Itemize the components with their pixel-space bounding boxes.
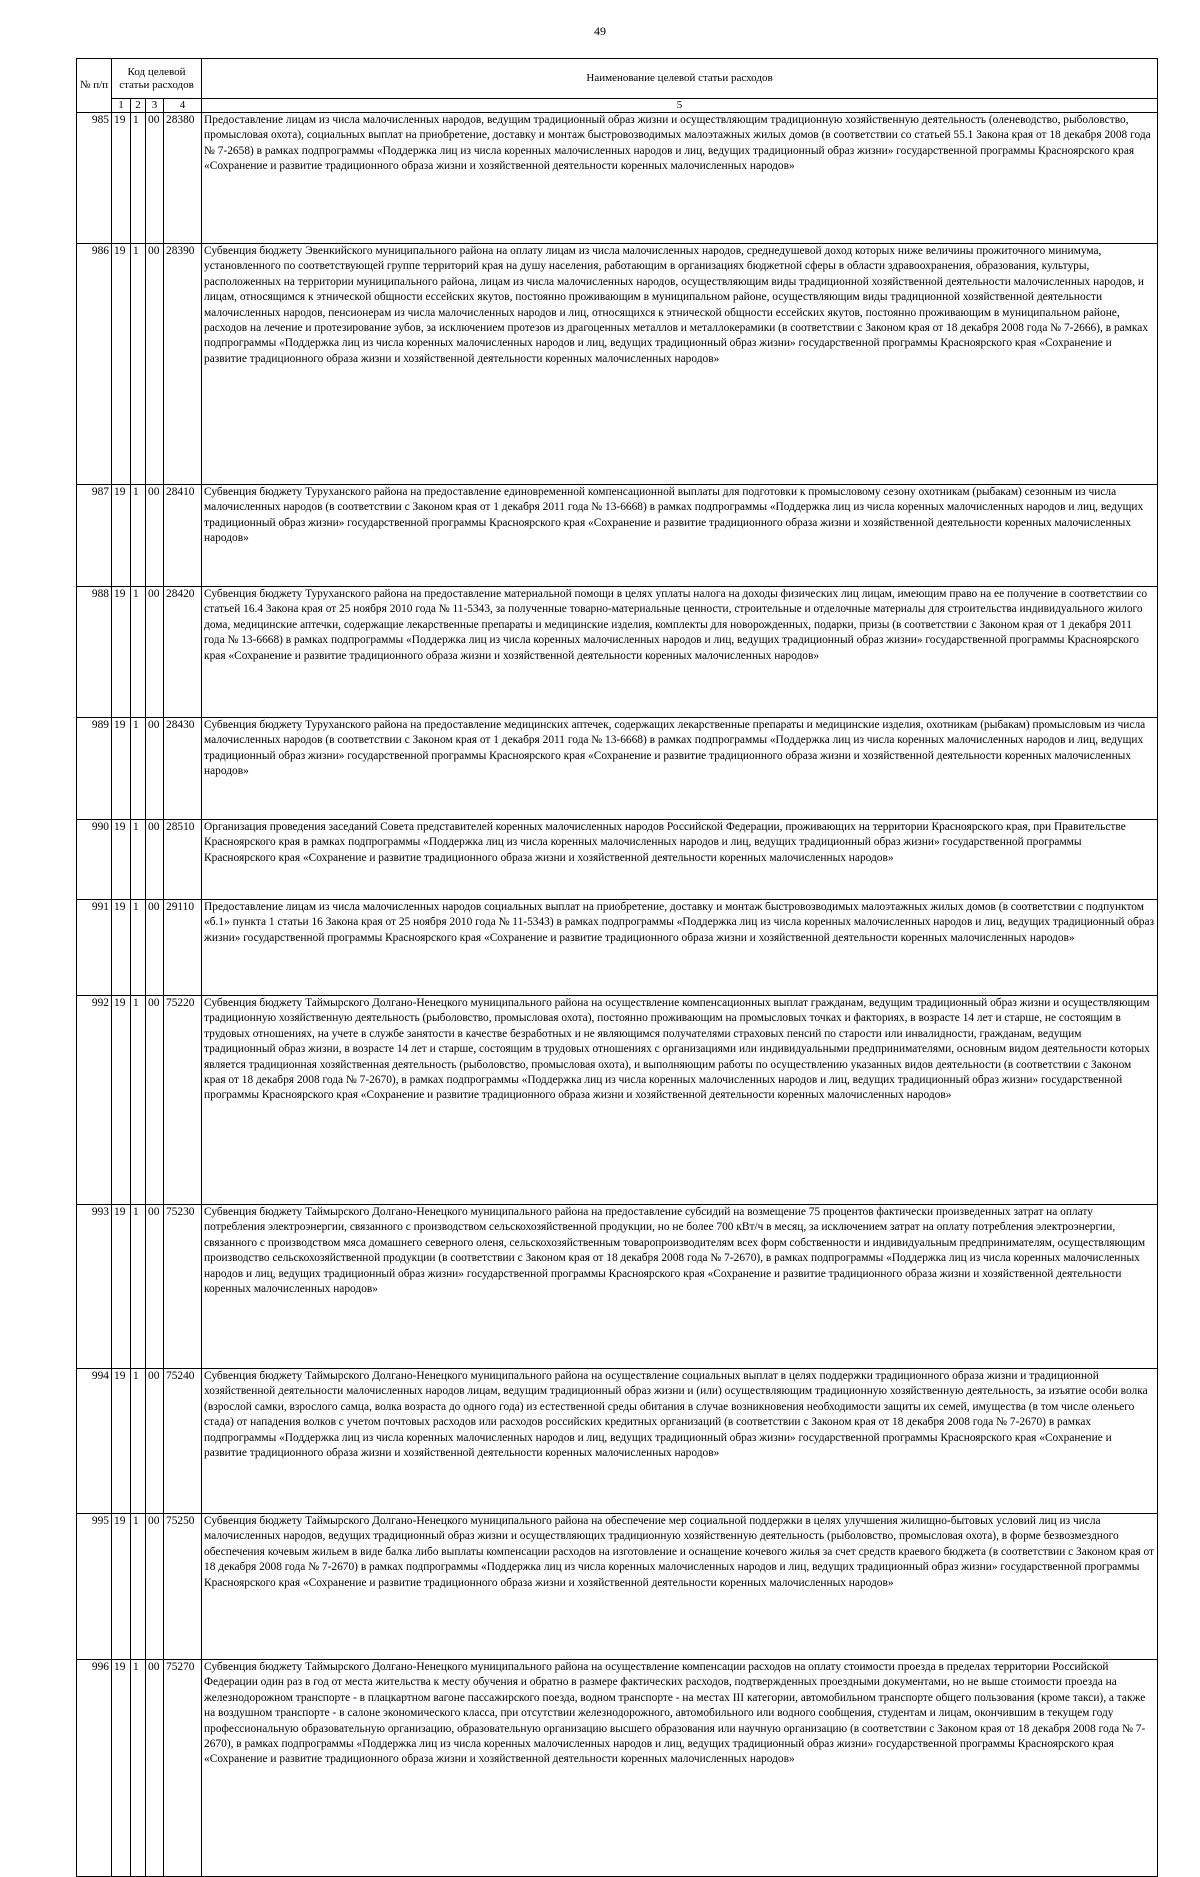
code-subprogram: 1 [131,1660,146,1877]
code-section: 00 [146,820,164,900]
code-direction: 75270 [164,1660,202,1877]
code-section: 00 [146,1205,164,1369]
col-number-4: 4 [164,99,202,113]
code-subprogram: 1 [131,820,146,900]
row-number: 996 [77,1660,112,1877]
code-subprogram: 1 [131,244,146,485]
page-number: 49 [594,24,606,38]
expense-description: Субвенция бюджету Таймырского Долгано-Ненецкого муниципального района на осуществление компенсации расходов на оплату стоимости проезда в пределах территории Российской Федерации один раз в год от места жительства к месту обучения и обратно в размере фактических расходов, подтвержденных проездными документами, но не выше стоимости проезда на железнодорожном транспорте - в плацкартном вагоне пассажирского поезда, водном транспорте - на местах III категории, автомобильном транспорте общего пользования (кроме такси), а также на воздушном транспорте - в салоне экономического класса, при отсутствии железнодорожного, автомобильного или водного сообщения, студентам и лицам, окончившим в текущем году профессиональную образовательную организацию, образовательную организацию высшего образования или научную организацию (в соответствии с Законом края от 18 декабря 2008 года № 7-2670), в рамках подпрограммы «Поддержка лиц из числа коренных малочисленных народов и лиц, ведущих традиционный образ жизни» государственной программы Красноярского края «Сохранение и развитие традиционного образа жизни и хозяйственной деятельности коренных малочисленных народов» [202,1660,1158,1877]
expense-description: Субвенция бюджету Таймырского Долгано-Ненецкого муниципального района на предоставление субсидий на возмещение 75 процентов фактически произведенных затрат на оплату потребления электроэнергии, связанного с производством сельскохозяйственной продукции, но не более 700 кВт/ч в месяц, за исключением затрат на оплату потребления электроэнергии, связанного с производством мяса домашнего северного оленя, сельскохозяйственным товаропроизводителям всех форм собственности и индивидуальным предпринимателям, осуществляющим производство сельскохозяйственной продукции (в соответствии с Законом края от 18 декабря 2008 года № 7-2670), в рамках подпрограммы «Поддержка лиц из числа коренных малочисленных народов и лиц, ведущих традиционный образ жизни» государственной программы Красноярского края «Сохранение и развитие традиционного образа жизни и хозяйственной деятельности коренных малочисленных народов» [202,1205,1158,1369]
row-number: 990 [77,820,112,900]
code-subprogram: 1 [131,113,146,244]
header-row [77,59,1158,99]
expense-description: Организация проведения заседаний Совета представителей коренных малочисленных народов Российской Федерации, проживающих на территории Красноярского края, при Правительстве Красноярского края в рамках подпрограммы «Поддержка лиц из числа коренных малочисленных народов и лиц, ведущих традиционный образ жизни» государственной программы Красноярского края «Сохранение и развитие традиционного образа жизни и хозяйственной деятельности коренных малочисленных народов» [202,820,1158,900]
row-number: 987 [77,485,112,587]
table-row [77,996,1158,1205]
code-section: 00 [146,718,164,820]
table-row [77,1369,1158,1514]
expense-description: Субвенция бюджету Таймырского Долгано-Ненецкого муниципального района на осуществление социальных выплат в целях поддержки традиционного образа жизни и традиционной хозяйственной деятельности малочисленных народов лицам, ведущим традиционный образ жизни и (или) осуществляющим традиционную хозяйственную деятельность, за изъятие особи волка (взрослой самки, взрослого самца, волка возраста до одного года) из естественной среды обитания в случае возникновения необходимости защиты их семей, имущества (в том числе оленьего стада) от нападения волков с учетом почтовых расходов или расходов российских кредитных организаций (в соответствии с Законом края от 18 декабря 2008 года № 7-2670) в рамках подпрограммы «Поддержка лиц из числа коренных малочисленных народов и лиц, ведущих традиционный образ жизни» государственной программы Красноярского края «Сохранение и развитие традиционного образа жизни и хозяйственной деятельности коренных малочисленных народов» [202,1369,1158,1514]
code-section: 00 [146,113,164,244]
code-section: 00 [146,587,164,718]
code-direction: 75240 [164,1369,202,1514]
col-number-1: 1 [112,99,131,113]
row-number: 992 [77,996,112,1205]
code-subprogram: 1 [131,485,146,587]
code-direction: 75230 [164,1205,202,1369]
expense-description: Субвенция бюджету Таймырского Долгано-Ненецкого муниципального района на обеспечение мер социальной поддержки в целях улучшения жилищно-бытовых условий лиц из числа малочисленных народов, ведущих традиционный образ жизни и осуществляющих традиционную хозяйственную деятельность (рыболовство, промысловая охота), в форме безвозмездного обеспечения кочевым жильем в виде балка либо выплаты компенсации расходов на изготовление и оснащение кочевого жилья за счет средств краевого бюджета (в соответствии с Законом края от 18 декабря 2008 года № 7-2670) в рамках подпрограммы «Поддержка лиц из числа коренных малочисленных народов и лиц, ведущих традиционный образ жизни» государственной программы Красноярского края «Сохранение и развитие традиционного образа жизни и хозяйственной деятельности коренных малочисленных народов» [202,1514,1158,1660]
code-program: 19 [112,1514,131,1660]
table-row [77,485,1158,587]
code-program: 19 [112,1205,131,1369]
code-subprogram: 1 [131,587,146,718]
code-subprogram: 1 [131,996,146,1205]
code-program: 19 [112,718,131,820]
expense-description: Субвенция бюджету Таймырского Долгано-Ненецкого муниципального района на осуществление компенсационных выплат гражданам, ведущим традиционный образ жизни и осуществляющим традиционную хозяйственную деятельность (рыболовство, промысловая охота), постоянно проживающим на промысловых точках и факториях, в возрасте 14 лет и старше, не состоящим в трудовых отношениях, на учете в службе занятости в качестве безработных и не являющимся получателями страховых пенсий по старости или инвалидности, гражданам, ведущим традиционный образ жизни, в возрасте 14 лет и старше, состоящим в трудовых отношениях с организациями или индивидуальными предпринимателями, основным видом деятельности которых является традиционная хозяйственная деятельность (рыболовство, промысловая охота), и выполняющим работы по осуществлению указанных видов деятельности (в соответствии с Законом края от 18 декабря 2008 года № 7-2670), в рамках подпрограммы «Поддержка лиц из числа коренных малочисленных народов и лиц, ведущих традиционный образ жизни» государственной программы Красноярского края «Сохранение и развитие традиционного образа жизни и хозяйственной деятельности коренных малочисленных народов» [202,996,1158,1205]
code-direction: 28510 [164,820,202,900]
table-row [77,1660,1158,1877]
table-row [77,244,1158,485]
code-program: 19 [112,587,131,718]
expense-description: Субвенция бюджету Туруханского района на предоставление медицинских аптечек, содержащих лекарственные препараты и медицинские изделия, охотникам (рыбакам) промысловым из числа малочисленных народов (в соответствии с Законом края от 1 декабря 2011 года № 13-6668) в рамках подпрограммы «Поддержка лиц из числа коренных малочисленных народов и лиц, ведущих традиционный образ жизни» государственной программы Красноярского края «Сохранение и развитие традиционного образа жизни и хозяйственной деятельности коренных малочисленных народов» [202,718,1158,820]
table-row [77,1514,1158,1660]
row-number: 991 [77,900,112,996]
header-name: Наименование целевой статьи расходов [202,59,1158,99]
header-code-group: Код целевой статьи расходов [112,59,202,99]
code-subprogram: 1 [131,1514,146,1660]
code-direction: 28420 [164,587,202,718]
code-subprogram: 1 [131,1205,146,1369]
expense-description: Предоставление лицам из числа малочисленных народов, ведущим традиционный образ жизни и осуществляющим традиционную хозяйственную деятельность (оленеводство, рыболовство, промысловая охота), социальных выплат на приобретение, доставку и монтаж быстровозводимых малоэтажных жилых домов (в соответствии со статьей 55.1 Закона края от 18 декабря 2008 года № 7-2658) в рамках подпрограммы «Поддержка лиц из числа коренных малочисленных народов и лиц, ведущих традиционный образ жизни» государственной программы Красноярского края «Сохранение и развитие традиционного образа жизни и хозяйственной деятельности коренных малочисленных народов» [202,113,1158,244]
code-direction: 28380 [164,113,202,244]
code-direction: 75220 [164,996,202,1205]
table-row [77,820,1158,900]
table-row [77,587,1158,718]
row-number: 985 [77,113,112,244]
code-section: 00 [146,1369,164,1514]
code-direction: 28430 [164,718,202,820]
budget-table [76,58,1158,1877]
row-number: 989 [77,718,112,820]
code-direction: 75250 [164,1514,202,1660]
code-section: 00 [146,1660,164,1877]
row-number: 993 [77,1205,112,1369]
code-direction: 28410 [164,485,202,587]
code-section: 00 [146,244,164,485]
code-program: 19 [112,900,131,996]
code-subprogram: 1 [131,718,146,820]
row-number: 994 [77,1369,112,1514]
col-number-5: 5 [202,99,1158,113]
code-section: 00 [146,996,164,1205]
code-section: 00 [146,900,164,996]
code-program: 19 [112,113,131,244]
table-row [77,113,1158,244]
table-row [77,1205,1158,1369]
col-number-2: 2 [131,99,146,113]
expense-description: Субвенция бюджету Туруханского района на предоставление материальной помощи в целях уплаты налога на доходы физических лиц лицам, имеющим право на ее получение в соответствии со статьей 16.4 Закона края от 25 ноября 2010 года № 11-5343, за полученные товарно-материальные ценности, строительные и отделочные материалы для строительства индивидуального жилого дома, медицинские аптечки, содержащие лекарственные препараты и медицинские изделия, комплекты для новорожденных, подарки, призы (в соответствии с Законом края от 1 декабря 2011 года № 13-6668) в рамках подпрограммы «Поддержка лиц из числа коренных малочисленных народов и лиц, ведущих традиционный образ жизни» государственной программы Красноярского края «Сохранение и развитие традиционного образа жизни и хозяйственной деятельности коренных малочисленных народов» [202,587,1158,718]
code-program: 19 [112,485,131,587]
row-number: 986 [77,244,112,485]
code-program: 19 [112,244,131,485]
code-program: 19 [112,996,131,1205]
expense-description: Субвенция бюджету Туруханского района на предоставление единовременной компенсационной выплаты для подготовки к промысловому сезону охотникам (рыбакам) сезонным из числа малочисленных народов (в соответствии с Законом края от 1 декабря 2011 года № 13-6668) в рамках подпрограммы «Поддержка лиц из числа коренных малочисленных народов и лиц, ведущих традиционный образ жизни» государственной программы Красноярского края «Сохранение и развитие традиционного образа жизни и хозяйственной деятельности коренных малочисленных народов» [202,485,1158,587]
code-section: 00 [146,1514,164,1660]
col-number-3: 3 [146,99,164,113]
table-row [77,718,1158,820]
code-section: 00 [146,485,164,587]
expense-description: Предоставление лицам из числа малочисленных народов социальных выплат на приобретение, доставку и монтаж быстровозводимых малоэтажных жилых домов (в соответствии с подпунктом «б.1» пункта 1 статьи 16 Закона края от 25 ноября 2010 года № 11-5343) в рамках подпрограммы «Поддержка лиц из числа коренных малочисленных народов и лиц, ведущих традиционный образ жизни» государственной программы Красноярского края «Сохранение и развитие традиционного образа жизни и хозяйственной деятельности коренных малочисленных народов» [202,900,1158,996]
expense-description: Субвенция бюджету Эвенкийского муниципального района на оплату лицам из числа малочисленных народов, среднедушевой доход которых ниже величины прожиточного минимума, установленного по соответствующей группе территорий края на душу населения, работающим в организациях бюджетной сферы в области здравоохранения, образования, культуры, расположенных на территории муниципального района, лицам из числа малочисленных народов, осуществляющим виды традиционной хозяйственной деятельности малочисленных народов, и лицам, относящимся к этнической общности ессейских якутов, постоянно проживающим в муниципальном районе, осуществляющим виды традиционной хозяйственной деятельности малочисленных народов, пенсионерам из числа малочисленных народов и лиц, относящихся к этнической общности ессейских якутов, постоянно проживающим в муниципальном районе, расходов на лечение и протезирование зубов, за исключением протезов из драгоценных металлов и металлокерамики (в соответствии с Законом края от 18 декабря 2008 года № 7-2666), в рамках подпрограммы «Поддержка лиц из числа коренных малочисленных народов и лиц, ведущих традиционный образ жизни» государственной программы Красноярского края «Сохранение и развитие традиционного образа жизни и хозяйственной деятельности коренных малочисленных народов» [202,244,1158,485]
row-number: 988 [77,587,112,718]
code-subprogram: 1 [131,1369,146,1514]
column-number-row [77,99,1158,113]
code-program: 19 [112,1369,131,1514]
code-program: 19 [112,820,131,900]
code-direction: 29110 [164,900,202,996]
code-direction: 28390 [164,244,202,485]
header-no: № п/п [77,59,112,113]
table-row [77,900,1158,996]
row-number: 995 [77,1514,112,1660]
code-subprogram: 1 [131,900,146,996]
code-program: 19 [112,1660,131,1877]
